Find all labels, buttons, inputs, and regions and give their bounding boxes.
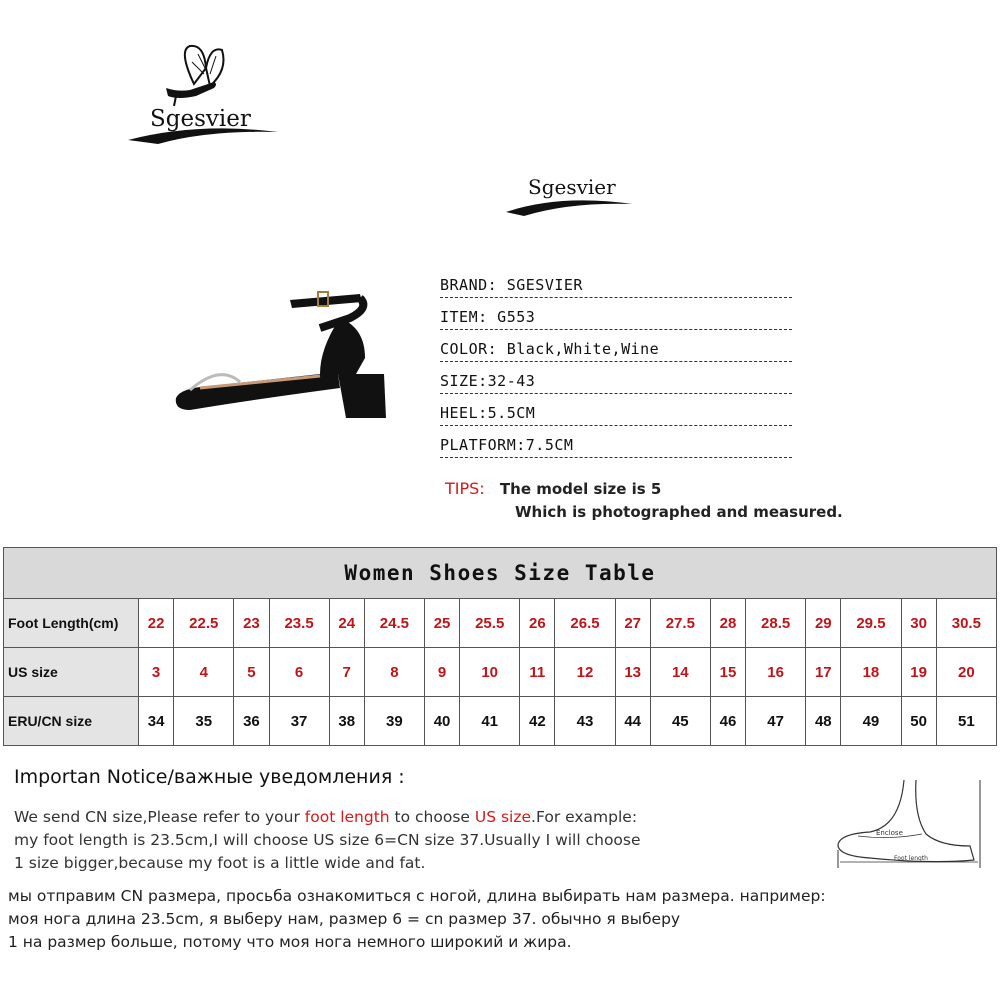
size-cell: 34 — [139, 697, 174, 746]
size-cell: 47 — [746, 697, 806, 746]
spec-color: COLOR: Black,White,Wine — [440, 330, 792, 362]
notice-title: Importan Notice/важные уведомления : — [14, 766, 405, 788]
size-cell: 51 — [936, 697, 996, 746]
size-cell: 46 — [710, 697, 745, 746]
brand-wordmark-small: Sgesvier — [528, 175, 616, 199]
size-cell: 22.5 — [174, 599, 234, 648]
notice-en-line3: 1 size bigger,because my foot is a little wide and fat. — [14, 854, 426, 872]
size-cell: 45 — [650, 697, 710, 746]
notice-en-line1 — [14, 806, 774, 829]
table-row-foot-length — [4, 599, 997, 648]
size-cell: 23.5 — [269, 599, 329, 648]
table-row-cn-size — [4, 697, 997, 746]
size-cell: 3 — [139, 648, 174, 697]
size-cell: 41 — [460, 697, 520, 746]
size-cell: 17 — [806, 648, 841, 697]
tips — [445, 479, 843, 521]
size-cell: 49 — [841, 697, 901, 746]
size-cell: 20 — [936, 648, 996, 697]
size-cell: 42 — [520, 697, 555, 746]
size-cell: 9 — [424, 648, 459, 697]
size-cell: 24.5 — [364, 599, 424, 648]
size-cell: 18 — [841, 648, 901, 697]
size-cell: 26 — [520, 599, 555, 648]
size-cell: 27 — [615, 599, 650, 648]
product-sandal-image — [170, 278, 400, 428]
size-cell: 11 — [520, 648, 555, 697]
foot-measure-diagram — [830, 776, 990, 872]
size-cell: 44 — [615, 697, 650, 746]
size-cell: 7 — [329, 648, 364, 697]
size-cell: 50 — [901, 697, 936, 746]
table-title: Women Shoes Size Table — [4, 548, 997, 599]
butterfly-shoe-icon — [118, 40, 288, 160]
size-cell: 10 — [460, 648, 520, 697]
size-cell: 14 — [650, 648, 710, 697]
brand-logo-small — [500, 170, 640, 220]
size-cell: 40 — [424, 697, 459, 746]
size-cell: 22 — [139, 599, 174, 648]
size-cell: 38 — [329, 697, 364, 746]
row-header: Foot Length(cm) — [4, 599, 139, 648]
size-cell: 6 — [269, 648, 329, 697]
size-table — [3, 547, 997, 746]
size-cell: 29.5 — [841, 599, 901, 648]
us-size-highlight: US size — [474, 808, 532, 826]
size-cell: 37 — [269, 697, 329, 746]
size-cell: 27.5 — [650, 599, 710, 648]
size-cell: 13 — [615, 648, 650, 697]
size-cell: 43 — [555, 697, 615, 746]
size-cell: 25 — [424, 599, 459, 648]
row-header: US size — [4, 648, 139, 697]
foot-length-highlight: foot length — [304, 808, 390, 826]
size-cell: 30.5 — [936, 599, 996, 648]
spec-item: ITEM: G553 — [440, 298, 792, 330]
notice-ru-line2: моя нога длина 23.5cm, я выберу нам, размер 6 = cn размер 37. обычно я выберу — [8, 910, 681, 928]
notice-ru-line1: мы отправим CN размера, просьба ознакомиться с ногой, длина выбирать нам размера. например: — [8, 887, 826, 905]
notice-russian — [8, 885, 968, 954]
notice-text: to choose — [389, 808, 475, 826]
size-cell: 19 — [901, 648, 936, 697]
brand-wordmark: Sgesvier — [150, 106, 251, 132]
size-cell: 25.5 — [460, 599, 520, 648]
spec-brand: BRAND: SGESVIER — [440, 266, 792, 298]
notice-en-line2: my foot length is 23.5cm,I will choose US size 6=CN size 37.Usually I will choose — [14, 831, 641, 849]
foot-icon — [830, 776, 990, 872]
enclose-label: Enclose — [876, 829, 903, 837]
size-cell: 15 — [710, 648, 745, 697]
size-cell: 8 — [364, 648, 424, 697]
size-cell: 39 — [364, 697, 424, 746]
notice-english — [14, 806, 774, 875]
size-cell: 26.5 — [555, 599, 615, 648]
tips-line2: Which is photographed and measured. — [515, 503, 843, 521]
size-cell: 4 — [174, 648, 234, 697]
brand-logo — [118, 40, 288, 160]
spec-platform: PLATFORM:7.5CM — [440, 426, 792, 458]
size-cell: 29 — [806, 599, 841, 648]
size-cell: 35 — [174, 697, 234, 746]
table-row-us-size — [4, 648, 997, 697]
notice-ru-line3: 1 на размер больше, потому что моя нога немного широкий и жира. — [8, 933, 572, 951]
size-cell: 36 — [234, 697, 269, 746]
notice-text: .For example: — [531, 808, 638, 826]
tips-label: TIPS: — [445, 479, 485, 498]
row-header: ERU/CN size — [4, 697, 139, 746]
size-cell: 24 — [329, 599, 364, 648]
size-cell: 16 — [746, 648, 806, 697]
foot-length-label: Foot length — [894, 855, 928, 862]
tips-line1: The model size is 5 — [499, 480, 662, 498]
size-cell: 23 — [234, 599, 269, 648]
product-specs — [440, 266, 792, 458]
size-cell: 48 — [806, 697, 841, 746]
size-cell: 28.5 — [746, 599, 806, 648]
spec-size: SIZE:32-43 — [440, 362, 792, 394]
size-cell: 12 — [555, 648, 615, 697]
size-cell: 30 — [901, 599, 936, 648]
notice-text: We send CN size,Please refer to your — [14, 808, 305, 826]
size-cell: 5 — [234, 648, 269, 697]
spec-heel: HEEL:5.5CM — [440, 394, 792, 426]
size-cell: 28 — [710, 599, 745, 648]
